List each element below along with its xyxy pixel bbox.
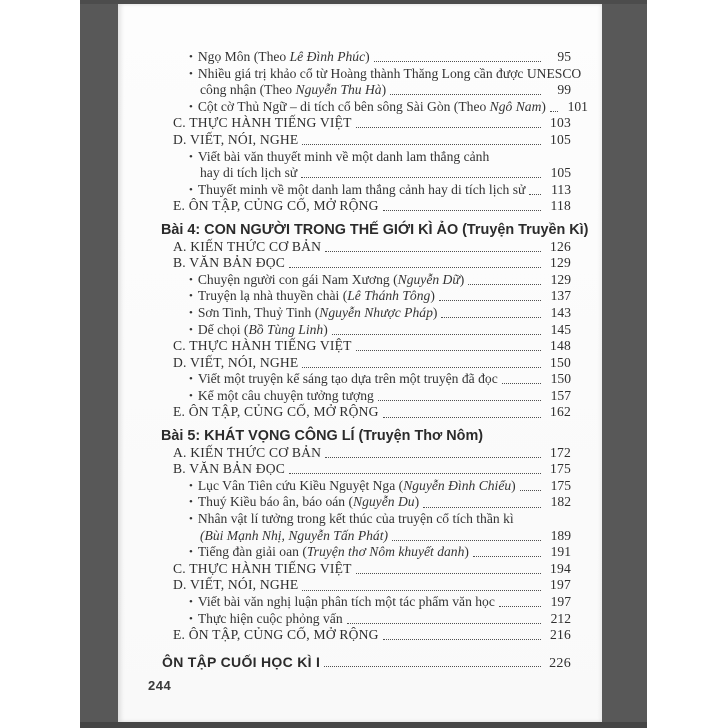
book-page-photo — [80, 0, 647, 728]
toc-entry — [118, 478, 602, 495]
entry-page-number: 113 — [551, 181, 571, 197]
entry-text: Viết một truyện kể sáng tạo dựa trên một truyện đã đọc — [197, 371, 498, 387]
entry-page-number: 172 — [550, 444, 571, 460]
dot-leader — [383, 210, 541, 211]
entry-text: Thực hiện cuộc phỏng vấn — [197, 610, 343, 626]
bullet-marker: • — [189, 612, 193, 625]
dot-leader — [302, 144, 541, 145]
entry-page-number: 101 — [567, 98, 588, 114]
bullet-marker: • — [189, 596, 193, 608]
dot-leader — [324, 666, 541, 667]
entry-page-number: 129 — [550, 255, 571, 271]
dot-leader — [441, 317, 541, 318]
entry-text: Kể một câu chuyện tưởng tượng — [197, 387, 374, 403]
entry-text: B. VĂN BẢN ĐỌC — [173, 461, 286, 477]
entry-page-number: 197 — [550, 577, 571, 593]
entry-text: Viết bài văn thuyết minh về một danh lam thắng cảnh — [197, 148, 490, 164]
bullet-marker: • — [189, 373, 193, 386]
dot-leader — [325, 251, 541, 252]
toc-entry — [118, 198, 602, 215]
entry-page-number: 105 — [550, 131, 571, 147]
toc-entry — [118, 404, 602, 421]
toc-entry — [118, 561, 602, 578]
dot-leader — [289, 267, 541, 268]
dot-leader — [502, 383, 541, 384]
dot-leader — [468, 284, 541, 285]
photo-background-left — [80, 0, 118, 728]
toc-unit-heading — [118, 222, 602, 239]
dot-leader — [347, 623, 541, 624]
toc-entry — [118, 461, 602, 478]
entry-text: D. VIẾT, NÓI, NGHE — [173, 131, 299, 147]
entry-page-number: 137 — [550, 288, 571, 304]
entry-page-number: 194 — [550, 560, 571, 576]
dot-leader — [356, 573, 541, 574]
bullet-marker: • — [189, 273, 193, 286]
toc-entry — [118, 445, 602, 462]
entry-page-number: 95 — [557, 49, 571, 64]
toc-entry — [118, 272, 602, 289]
toc-entry — [118, 528, 602, 545]
toc-entry — [118, 115, 602, 132]
toc-entry — [118, 66, 602, 83]
entry-text: B. VĂN BẢN ĐỌC — [173, 255, 286, 271]
dot-leader — [390, 94, 541, 95]
toc-entry — [118, 288, 602, 305]
toc-entry — [118, 322, 602, 339]
dot-leader — [289, 473, 541, 474]
entry-text: Bài 5: KHÁT VỌNG CÔNG LÍ (Truyện Thơ Nôm) — [161, 428, 484, 445]
entry-page-number: 191 — [550, 544, 571, 560]
entry-text: Thuyết minh về một danh lam thắng cảnh hay di tích lịch sử — [197, 181, 526, 197]
entry-page-number: 143 — [550, 304, 571, 320]
dot-leader — [356, 127, 541, 128]
dot-leader — [383, 417, 541, 418]
dot-leader — [325, 457, 541, 458]
dot-leader — [499, 606, 541, 607]
entry-text: Nhân vật lí tưởng trong kết thúc của truyện cổ tích thần kì — [197, 511, 514, 527]
toc-entry — [118, 388, 602, 405]
entry-text: Viết bài văn nghị luận phân tích một tác phẩm văn học — [197, 594, 495, 609]
dot-leader — [529, 194, 541, 195]
dot-leader — [383, 639, 541, 640]
entry-page-number: 175 — [550, 477, 571, 493]
dot-leader — [374, 61, 541, 62]
entry-page-number: 129 — [550, 271, 571, 287]
entry-text: E. ÔN TẬP, CỦNG CỐ, MỞ RỘNG — [173, 404, 379, 420]
entry-page-number: 150 — [550, 371, 571, 387]
entry-text: E. ÔN TẬP, CỦNG CỐ, MỞ RỘNG — [173, 627, 379, 643]
toc-entry — [118, 355, 602, 372]
toc-entry — [118, 132, 602, 149]
dot-leader — [439, 300, 541, 301]
entry-text: C. THỰC HÀNH TIẾNG VIỆT — [173, 560, 352, 576]
toc-entry — [118, 494, 602, 511]
entry-page-number: 105 — [550, 165, 571, 181]
entry-text: Sơn Tinh, Thuỷ Tinh (Nguyễn Nhược Pháp) — [197, 304, 438, 320]
entry-page-number: 162 — [550, 404, 571, 420]
entry-text: D. VIẾT, NÓI, NGHE — [173, 354, 299, 370]
dot-leader — [302, 367, 541, 368]
bullet-marker: • — [189, 323, 193, 336]
table-of-contents — [118, 49, 602, 670]
entry-page-number: 99 — [557, 82, 571, 98]
dot-leader — [392, 540, 541, 541]
entry-text: A. KIẾN THỨC CƠ BẢN — [173, 444, 322, 460]
bullet-marker: • — [189, 150, 193, 163]
entry-text: C. THỰC HÀNH TIẾNG VIỆT — [173, 338, 352, 354]
entry-page-number: 189 — [550, 527, 571, 543]
entry-text: Lục Vân Tiên cứu Kiều Nguyệt Nga (Nguyễn Đình Chiểu) — [197, 477, 516, 493]
entry-text: A. KIẾN THỨC CƠ BẢN — [173, 238, 322, 254]
entry-text: hay di tích lịch sử — [200, 165, 298, 181]
entry-text: E. ÔN TẬP, CỦNG CỐ, MỞ RỘNG — [173, 198, 379, 214]
dot-leader — [378, 400, 541, 401]
dot-leader — [301, 177, 541, 178]
entry-text: C. THỰC HÀNH TIẾNG VIỆT — [173, 115, 352, 131]
entry-page-number: 126 — [550, 238, 571, 254]
book-page — [118, 4, 602, 722]
dot-leader — [423, 507, 541, 508]
entry-page-number: 103 — [550, 115, 571, 131]
dot-leader — [473, 556, 541, 557]
toc-entry — [118, 338, 602, 355]
bullet-marker: • — [189, 479, 193, 492]
bullet-marker: • — [189, 51, 193, 63]
entry-page-number: 197 — [550, 594, 571, 609]
entry-text: (Bùi Mạnh Nhị, Nguyễn Tấn Phát) — [200, 527, 389, 543]
entry-text: Ngọ Môn (Theo Lê Đình Phúc) — [197, 49, 370, 64]
bullet-marker: • — [189, 546, 193, 559]
entry-page-number: 118 — [550, 198, 571, 214]
entry-text: Chuyện người con gái Nam Xương (Nguyễn Dữ) — [197, 271, 465, 287]
toc-entry — [118, 149, 602, 166]
photo-background-right — [602, 0, 647, 728]
dot-leader — [550, 111, 558, 112]
footer-page-number: 244 — [148, 678, 172, 693]
bullet-marker: • — [189, 183, 193, 196]
toc-entry — [118, 49, 602, 66]
bullet-marker: • — [189, 100, 193, 113]
toc-entry — [118, 577, 602, 594]
dot-leader — [520, 490, 541, 491]
entry-text: Dế chọi (Bồ Tùng Linh) — [197, 321, 328, 337]
toc-entry — [118, 544, 602, 561]
bullet-marker: • — [189, 306, 193, 319]
entry-page-number: 216 — [550, 627, 571, 643]
dot-leader — [302, 590, 541, 591]
entry-text: Thuý Kiều báo ân, báo oán (Nguyễn Du) — [197, 494, 420, 510]
entry-page-number: 175 — [550, 461, 571, 477]
photo-edge-bottom — [80, 722, 647, 728]
toc-entry — [118, 239, 602, 256]
entry-text: D. VIẾT, NÓI, NGHE — [173, 577, 299, 593]
entry-page-number: 145 — [550, 321, 571, 337]
bullet-marker: • — [189, 67, 193, 80]
toc-entry — [118, 182, 602, 199]
entry-page-number: 150 — [550, 354, 571, 370]
toc-entry — [118, 627, 602, 644]
dot-leader — [356, 350, 541, 351]
bullet-marker: • — [189, 389, 193, 402]
entry-page-number: 226 — [549, 655, 571, 671]
entry-text: công nhận (Theo Nguyễn Thu Hà) — [200, 82, 387, 98]
entry-text: Cột cờ Thủ Ngữ – di tích cổ bên sông Sài Gòn (Theo Ngô Nam) — [197, 98, 546, 114]
entry-page-number: 212 — [550, 610, 571, 626]
toc-entry — [118, 371, 602, 388]
toc-entry — [118, 255, 602, 272]
entry-page-number: 182 — [550, 494, 571, 510]
dot-leader — [332, 334, 541, 335]
toc-unit-heading — [118, 428, 602, 445]
entry-page-number: 157 — [550, 387, 571, 403]
toc-entry — [118, 511, 602, 528]
toc-entry — [118, 165, 602, 182]
entry-text: Bài 4: CON NGƯỜI TRONG THẾ GIỚI KÌ ẢO (Truyện Truyền Kì) — [161, 221, 589, 238]
toc-entry — [118, 594, 602, 611]
bullet-marker: • — [189, 496, 193, 509]
entry-text: Nhiều giá trị khảo cổ từ Hoàng thành Thăng Long cần được UNESCO — [197, 65, 582, 81]
toc-entry — [118, 305, 602, 322]
entry-page-number: 148 — [550, 338, 571, 354]
toc-entry — [118, 99, 602, 116]
toc-entry — [118, 82, 602, 99]
toc-final-entry — [118, 654, 602, 671]
bullet-marker: • — [189, 290, 193, 303]
bullet-marker: • — [189, 513, 193, 526]
entry-text: Tiếng đàn giải oan (Truyện thơ Nôm khuyết danh) — [197, 544, 469, 560]
entry-text: Truyện lạ nhà thuyền chài (Lê Thánh Tông) — [197, 288, 435, 304]
entry-text: ÔN TẬP CUỐI HỌC KÌ I — [162, 653, 321, 670]
toc-entry — [118, 611, 602, 628]
